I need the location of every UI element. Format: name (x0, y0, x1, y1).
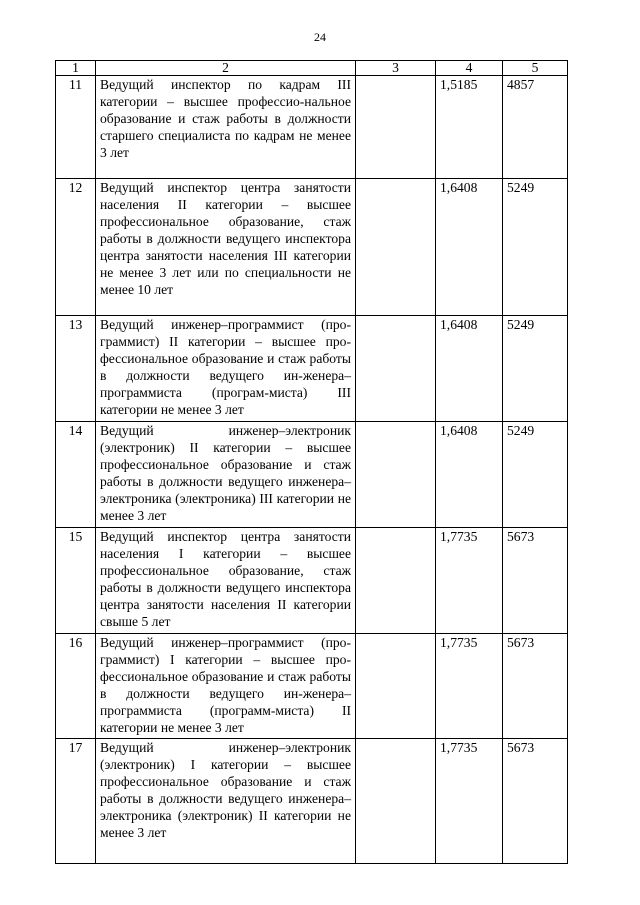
table-row (56, 739, 568, 864)
row-number: 12 (56, 179, 96, 316)
table-row (56, 76, 568, 179)
row-number: 13 (56, 316, 96, 422)
column-header-3: 3 (356, 61, 436, 76)
position-description: Ведущий инженер–электроник (электроник) II категории – высшее профессиональное образование и стаж работы в должности ведущего инженера–электроника (электроника) III категории не менее 3 лет (96, 422, 356, 528)
page-number: 24 (314, 30, 326, 44)
column-3-cell (356, 422, 436, 528)
coefficient-cell: 1,7735 (436, 634, 503, 739)
row-number: 11 (56, 76, 96, 179)
coefficient-cell: 1,6408 (436, 179, 503, 316)
coefficient-cell: 1,6408 (436, 422, 503, 528)
column-3-cell (356, 634, 436, 739)
column-header-5: 5 (503, 61, 568, 76)
coefficient-cell: 1,7735 (436, 739, 503, 864)
position-description: Ведущий инспектор по кадрам III категории – высшее профессио-нальное образование и стаж работы в должности старшего специалиста по кадрам не менее 3 лет (96, 76, 356, 179)
column-header-2: 2 (96, 61, 356, 76)
table-header-row (56, 61, 568, 76)
coefficient-cell: 1,5185 (436, 76, 503, 179)
column-header-4: 4 (436, 61, 503, 76)
table-row (56, 316, 568, 422)
column-header-1: 1 (56, 61, 96, 76)
salary-table (55, 60, 568, 864)
value-cell: 5673 (503, 739, 568, 864)
value-cell: 5249 (503, 179, 568, 316)
row-number: 15 (56, 528, 96, 634)
column-3-cell (356, 739, 436, 864)
position-description: Ведущий инженер–программист (про-граммист) I категории – высшее про-фессиональное образование и стаж работы в должности ведущего ин-женера–программиста (программ-миста) II категории не менее 3 лет (96, 634, 356, 739)
column-3-cell (356, 76, 436, 179)
position-description: Ведущий инспектор центра занятости населения I категории – высшее профессиональное образование, стаж работы в должности ведущего инспектора центра занятости населения II категории свыше 5 лет (96, 528, 356, 634)
position-description: Ведущий инженер–электроник (электроник) I категории – высшее профессиональное образование и стаж работы в должности ведущего инженера–электроника (электроник) II категории не менее 3 лет (96, 739, 356, 864)
row-number: 16 (56, 634, 96, 739)
table-row (56, 179, 568, 316)
value-cell: 5673 (503, 528, 568, 634)
value-cell: 4857 (503, 76, 568, 179)
position-description: Ведущий инженер–программист (про-граммист) II категории – высшее про-фессиональное образование и стаж работы в должности ведущего ин-женера–программиста (програм-миста) III категории не менее 3 лет (96, 316, 356, 422)
row-number: 17 (56, 739, 96, 864)
table-row (56, 422, 568, 528)
coefficient-cell: 1,7735 (436, 528, 503, 634)
position-description: Ведущий инспектор центра занятости населения II категории – высшее профессиональное образование, стаж работы в должности ведущего инспектора центра занятости населения III категории не менее 3 лет или по специальности не менее 10 лет (96, 179, 356, 316)
value-cell: 5249 (503, 316, 568, 422)
value-cell: 5249 (503, 422, 568, 528)
row-number: 14 (56, 422, 96, 528)
table-row (56, 634, 568, 739)
column-3-cell (356, 316, 436, 422)
value-cell: 5673 (503, 634, 568, 739)
table-row (56, 528, 568, 634)
coefficient-cell: 1,6408 (436, 316, 503, 422)
column-3-cell (356, 528, 436, 634)
column-3-cell (356, 179, 436, 316)
